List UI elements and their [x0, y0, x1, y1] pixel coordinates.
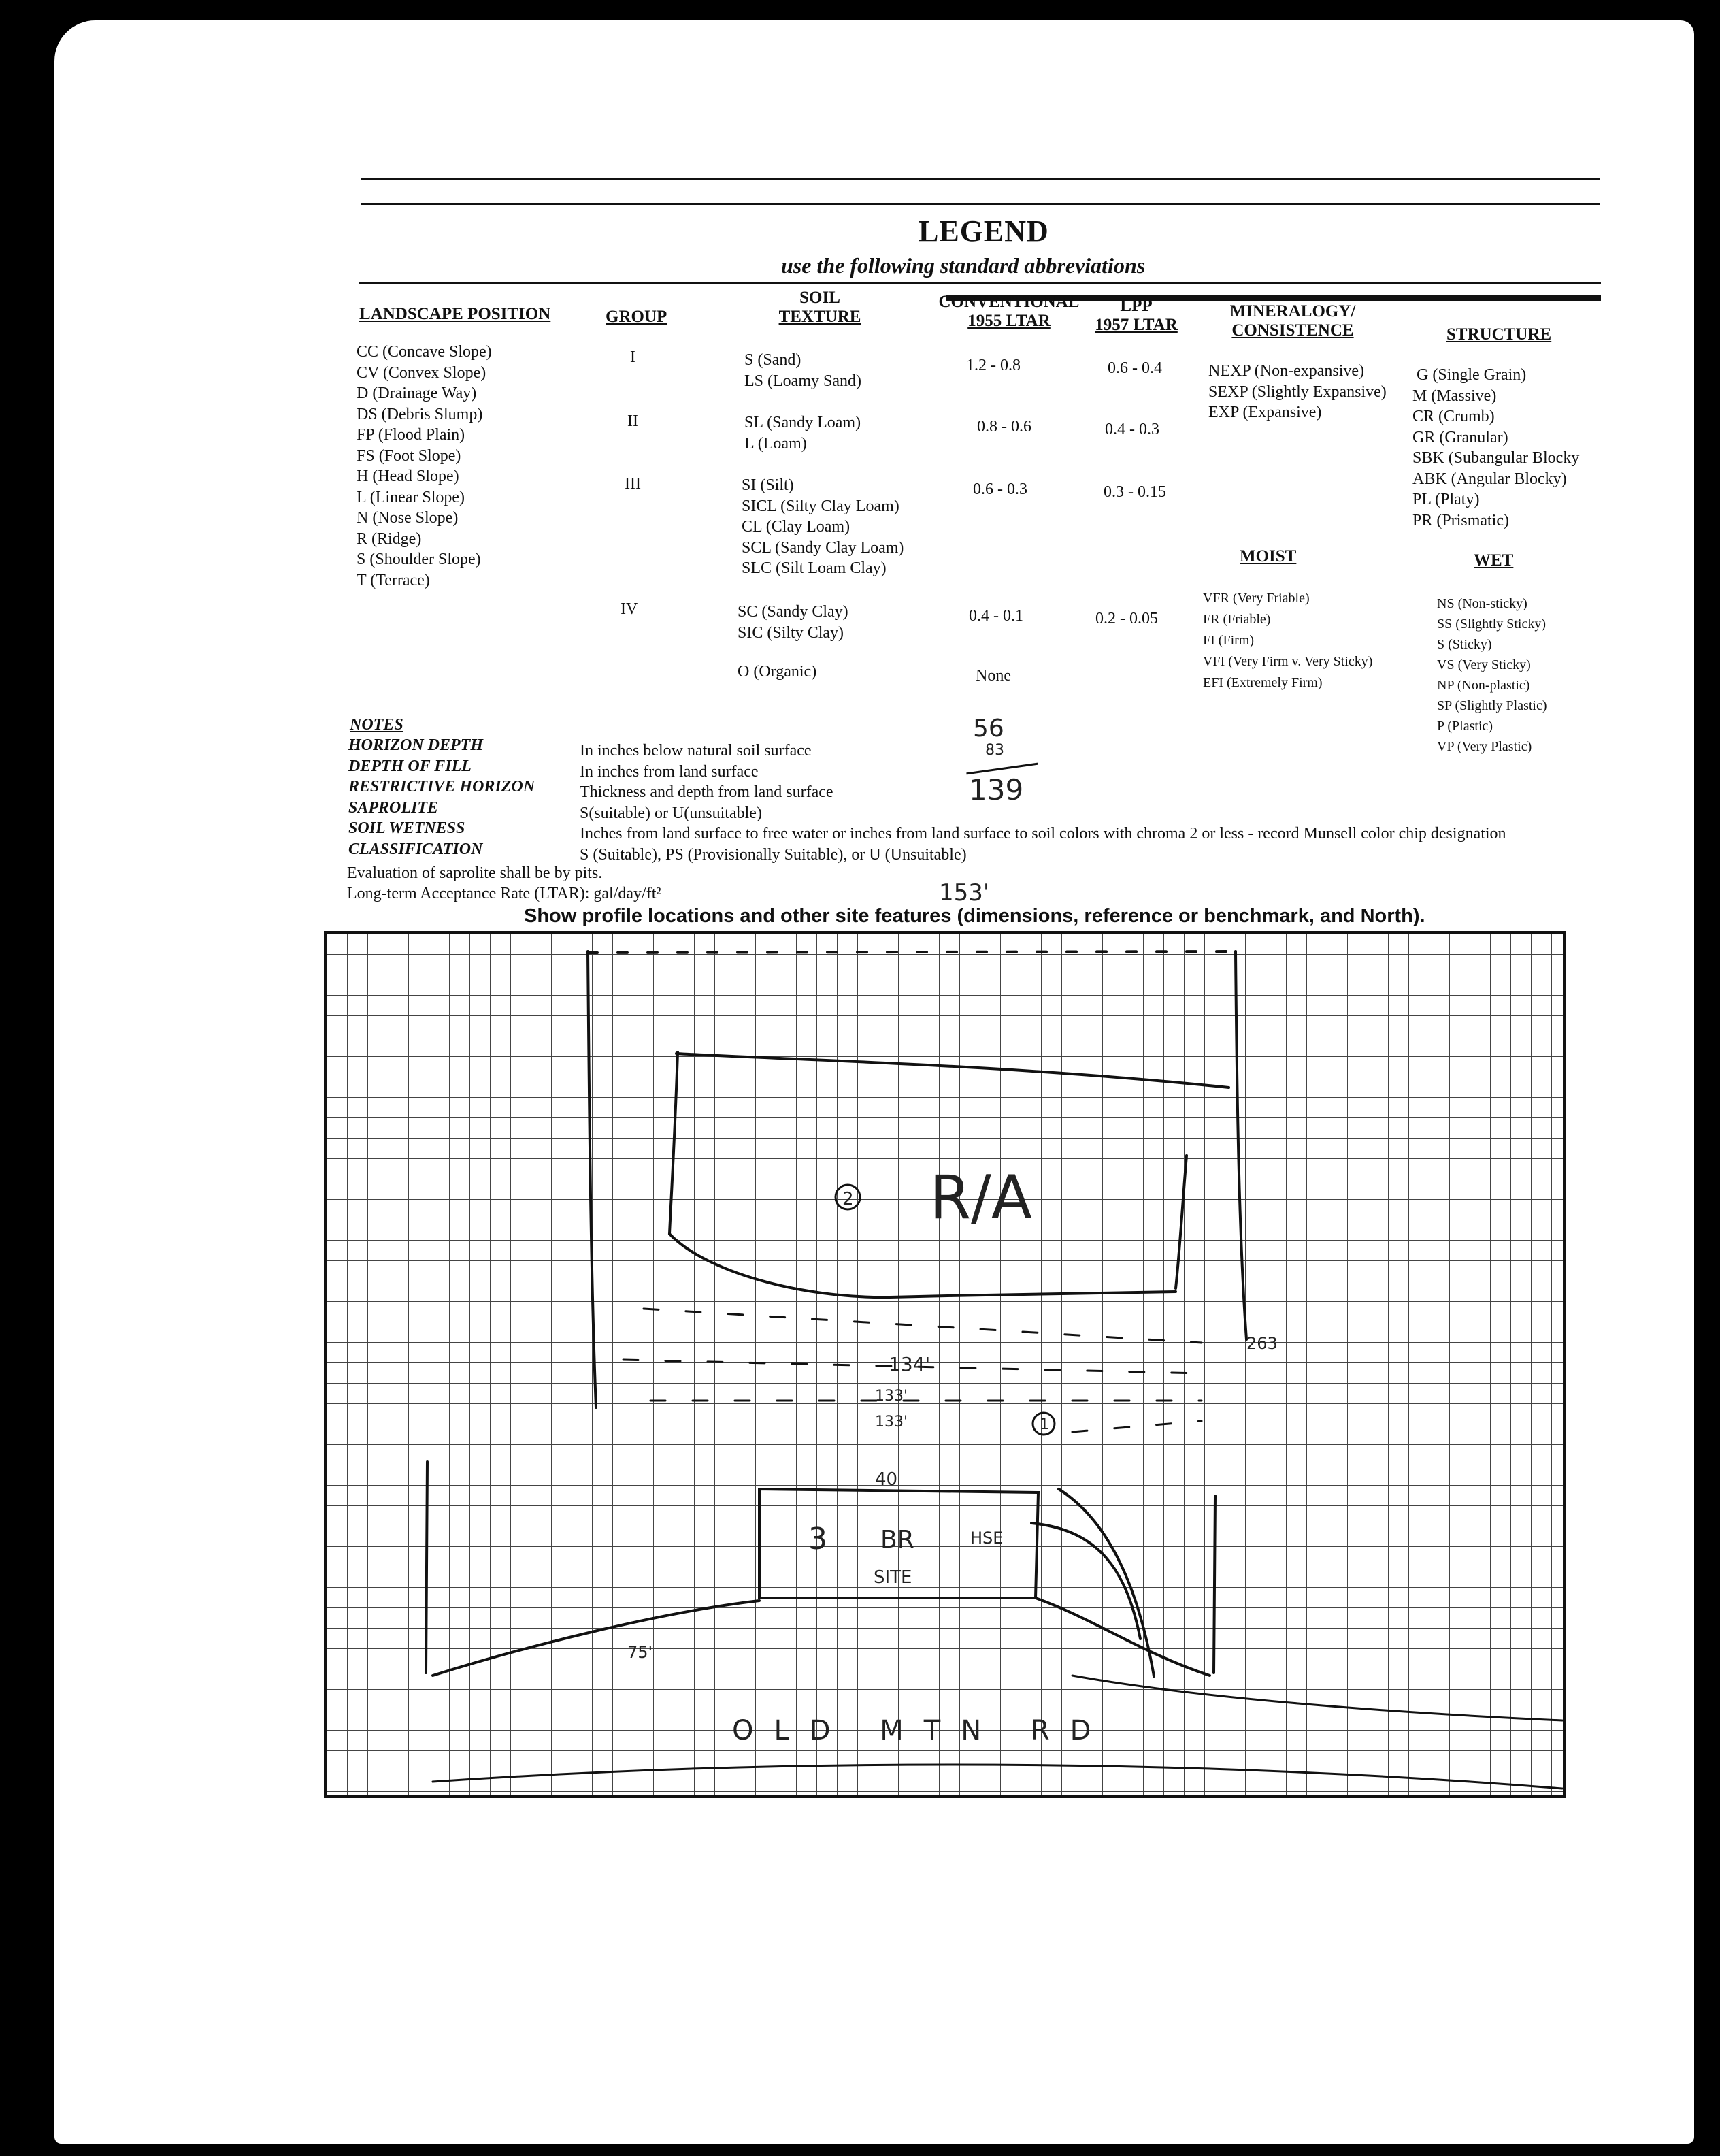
moist-item: VFI (Very Firm v. Very Sticky) [1203, 654, 1373, 669]
dashes-row-4 [1072, 1421, 1202, 1432]
texture-item: SC (Sandy Clay) [738, 603, 848, 621]
moist-item: EFI (Extremely Firm) [1203, 675, 1323, 690]
hand-width-40: 40 [875, 1469, 898, 1490]
landscape-item: CC (Concave Slope) [357, 343, 492, 361]
landscape-item: FP (Flood Plain) [357, 426, 465, 444]
structure-item: G (Single Grain) [1417, 366, 1527, 384]
top-rule-2 [361, 203, 1600, 205]
note-key: HORIZON DEPTH [348, 736, 483, 754]
note-value: S(suitable) or U(unsuitable) [580, 804, 762, 822]
group-i-lpp: 0.6 - 0.4 [1108, 359, 1162, 377]
structure-item: M (Massive) [1412, 387, 1497, 405]
moist-item: FR (Friable) [1203, 612, 1271, 627]
structure-item: PL (Platy) [1412, 491, 1480, 508]
wet-item: P (Plastic) [1437, 719, 1493, 734]
col-soil-bottom: TEXTURE [778, 308, 861, 326]
group-iv-conventional: 0.4 - 0.1 [969, 607, 1023, 625]
texture-item: SIC (Silty Clay) [738, 623, 844, 642]
note-key: DEPTH OF FILL [348, 757, 472, 775]
road-curve [433, 1765, 1562, 1788]
hand-calc-total: 139 [969, 773, 1024, 806]
hand-d3: 133' [875, 1414, 908, 1431]
saprolite-eval: Evaluation of saprolite shall be by pits. [347, 864, 603, 882]
texture-item: L (Loam) [744, 434, 807, 453]
group-i-textures [744, 350, 861, 391]
road-line [1072, 1676, 1562, 1720]
group-iv-textures [738, 602, 848, 643]
landscape-item: T (Terrace) [357, 571, 430, 589]
col-lpp-top: LPP [1120, 297, 1153, 315]
structure-item: PR (Prismatic) [1412, 511, 1509, 529]
organic-conventional: None [976, 667, 1011, 685]
right-drive-1 [1031, 1523, 1140, 1639]
note-value: In inches below natural soil surface [580, 742, 812, 760]
note-value: Inches from land surface to free water or inches from land surface to soil colors with chroma 2 or less - record Munsell color chip designation [580, 825, 1506, 843]
notes-title: NOTES [350, 716, 403, 734]
landscape-item: L (Linear Slope) [357, 488, 465, 506]
note-key: RESTRICTIVE HORIZON [348, 778, 535, 796]
texture-item: SCL (Sandy Clay Loam) [742, 538, 904, 557]
texture-item: SLC (Silt Loam Clay) [742, 559, 887, 577]
group-iii-textures [742, 475, 904, 579]
left-riser [426, 1462, 427, 1673]
group-ii-textures [744, 412, 861, 454]
site-prompt: Show profile locations and other site features (dimensions, reference or benchmark, and North). [524, 905, 1425, 927]
group-i-label: I [630, 348, 635, 366]
group-iii-label: III [625, 475, 641, 493]
col-group: GROUP [606, 308, 667, 326]
moist-title: MOIST [1240, 547, 1297, 566]
structure-item: ABK (Angular Blocky) [1412, 470, 1567, 488]
landscape-item: FS (Foot Slope) [357, 446, 461, 465]
texture-item: SI (Silt) [742, 476, 794, 494]
col-structure: STRUCTURE [1446, 325, 1552, 344]
right-drive-3 [1059, 1489, 1154, 1676]
landscape-item: H (Head Slope) [357, 468, 459, 485]
col-conventional [933, 293, 1085, 331]
note-value: Thickness and depth from land surface [580, 783, 833, 801]
ra-box-top [676, 1054, 1229, 1088]
col-soil-texture [776, 289, 864, 327]
area-right-line [1236, 951, 1246, 1339]
note-key: CLASSIFICATION [348, 840, 483, 858]
hand-d2: 133' [875, 1388, 908, 1405]
group-ii-lpp: 0.4 - 0.3 [1105, 421, 1159, 438]
col-mineralogy [1225, 302, 1361, 340]
notes-keys [348, 735, 535, 860]
col-conventional-bottom: 1955 LTAR [968, 312, 1051, 330]
col-mineralogy-top: MINERALOGY/ [1229, 302, 1356, 321]
wet-item: VP (Very Plastic) [1437, 739, 1532, 754]
ra-box-left [669, 1052, 678, 1234]
mineralogy-item: EXP (Expansive) [1208, 404, 1322, 421]
col-conventional-top: CONVENTIONAL [938, 293, 1080, 311]
col-lpp-bottom: 1957 LTAR [1095, 316, 1178, 334]
landscape-item: S (Shoulder Slope) [357, 551, 481, 568]
wet-item: NS (Non-sticky) [1437, 596, 1527, 611]
right-boundary [1214, 1496, 1215, 1673]
hand-circle-2: 2 [842, 1189, 854, 1209]
organic-texture: O (Organic) [738, 663, 817, 681]
wet-list [1437, 593, 1547, 757]
moist-item: FI (Firm) [1203, 633, 1254, 648]
wet-title: WET [1474, 551, 1514, 570]
group-iv-label: IV [621, 600, 638, 618]
mineralogy-list [1208, 361, 1387, 423]
landscape-list [357, 342, 492, 591]
landscape-item: N (Nose Slope) [357, 509, 459, 527]
hand-circle-1: 1 [1040, 1416, 1049, 1433]
mineralogy-item: SEXP (Slightly Expansive) [1208, 382, 1387, 401]
hand-ra: R/A [929, 1162, 1032, 1232]
hand-label-3: 3 [808, 1522, 827, 1556]
area-left-line [588, 951, 596, 1407]
ra-box-right [1176, 1156, 1187, 1288]
legend-subtitle: use the following standard abbreviations [781, 253, 1146, 278]
structure-list [1412, 365, 1579, 531]
group-ii-conventional: 0.8 - 0.6 [977, 418, 1031, 436]
legend-title: LEGEND [919, 214, 1049, 248]
notes-values [580, 740, 1506, 865]
texture-item: S (Sand) [744, 351, 801, 369]
hand-d1: 134' [889, 1353, 931, 1375]
wet-item: VS (Very Sticky) [1437, 657, 1531, 672]
wet-item: NP (Non-plastic) [1437, 678, 1530, 693]
mineralogy-item: NEXP (Non-expansive) [1208, 362, 1365, 380]
hand-left-len: 75' [627, 1643, 653, 1662]
top-rule-1 [361, 178, 1600, 180]
landscape-item: D (Drainage Way) [357, 385, 477, 402]
hand-calc-mid: 83 [985, 742, 1004, 759]
col-soil-top: SOIL [799, 289, 840, 307]
landscape-item: DS (Debris Slump) [357, 405, 483, 423]
hand-above-grid: 153' [939, 879, 990, 906]
col-mineralogy-bottom: CONSISTENCE [1231, 321, 1354, 340]
col-lpp [1089, 297, 1184, 335]
moist-item: VFR (Very Friable) [1203, 591, 1310, 606]
texture-item: LS (Loamy Sand) [744, 372, 861, 390]
group-iii-lpp: 0.3 - 0.15 [1104, 483, 1166, 501]
wet-item: S (Sticky) [1437, 637, 1492, 652]
note-key: SAPROLITE [348, 798, 439, 817]
hand-label-br: BR [880, 1526, 914, 1554]
moist-list [1203, 588, 1372, 693]
hand-road: OLD MTN RD [732, 1715, 1112, 1746]
hand-d-right: 263 [1246, 1334, 1278, 1353]
dashes-row-1 [644, 1309, 1202, 1343]
note-value: In inches from land surface [580, 762, 759, 781]
left-boundary [433, 1601, 759, 1676]
ltar-note: Long-term Acceptance Rate (LTAR): gal/day/ft² [347, 885, 661, 902]
note-value: S (Suitable), PS (Provisionally Suitable), or U (Unsuitable) [580, 845, 967, 864]
structure-item: GR (Granular) [1412, 428, 1508, 446]
landscape-item: CV (Convex Slope) [357, 363, 486, 382]
hand-label-site: SITE [874, 1567, 912, 1588]
hand-label-hse: HSE [970, 1529, 1004, 1548]
structure-item: CR (Crumb) [1412, 408, 1495, 425]
group-i-conventional: 1.2 - 0.8 [966, 357, 1021, 374]
texture-item: SL (Sandy Loam) [744, 414, 861, 431]
wet-item: SP (Slightly Plastic) [1437, 698, 1547, 713]
texture-item: SICL (Silty Clay Loam) [742, 497, 899, 515]
area-top-line [588, 951, 1237, 953]
texture-item: CL (Clay Loam) [742, 518, 850, 536]
landscape-item: R (Ridge) [357, 529, 422, 548]
wet-item: SS (Slightly Sticky) [1437, 617, 1547, 632]
group-iii-conventional: 0.6 - 0.3 [973, 480, 1027, 498]
group-ii-label: II [627, 412, 638, 430]
col-landscape-position: LANDSCAPE POSITION [359, 305, 551, 323]
ra-box-bottom [669, 1234, 1176, 1297]
structure-item: SBK (Subangular Blocky [1412, 449, 1580, 467]
note-key: SOIL WETNESS [348, 819, 465, 837]
group-iv-lpp: 0.2 - 0.05 [1095, 610, 1158, 627]
site-sketch [324, 931, 1566, 1798]
right-drive-2 [1036, 1598, 1210, 1676]
header-rule-1 [359, 282, 1601, 284]
hand-calc-top: 56 [973, 715, 1004, 742]
